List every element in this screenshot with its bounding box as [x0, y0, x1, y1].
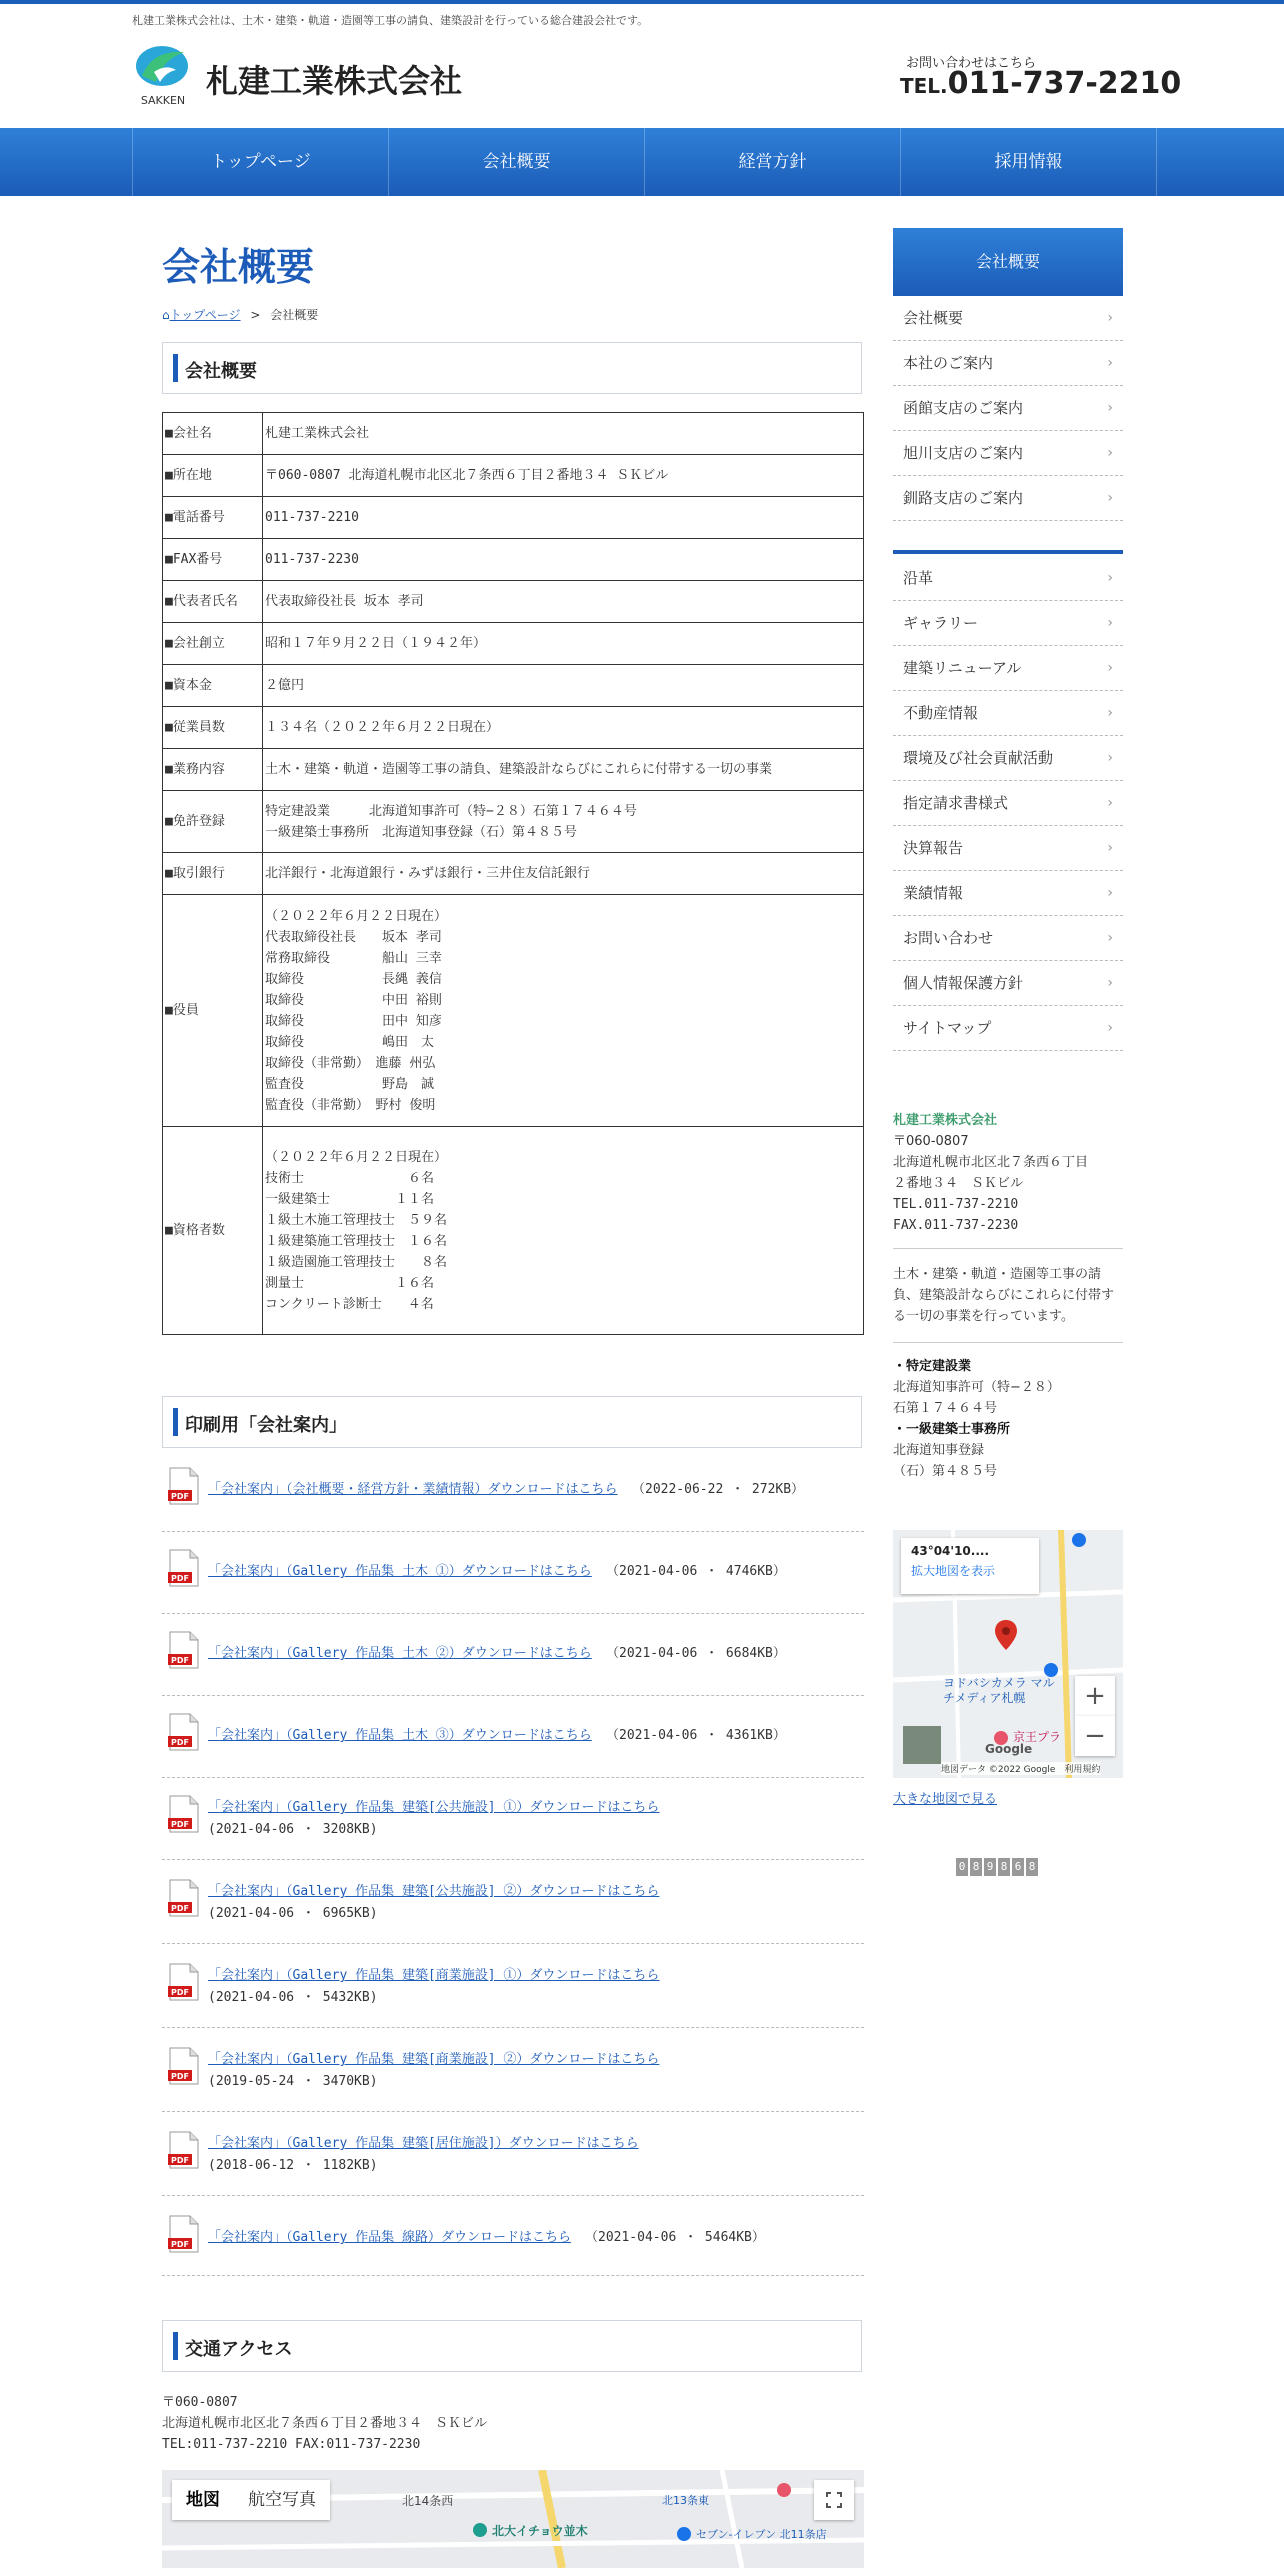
overview-value: 昭和１７年９月２２日（１９４２年）: [263, 623, 864, 665]
map-attribution: 地図データ ©2022 Google 利用規約: [941, 1762, 1100, 1775]
sidebar-rule: [893, 1248, 1123, 1249]
pdf-download-link[interactable]: 「会社案内」（Gallery 作品集 建築[公共施設] ①）ダウンロードはこちら: [208, 1800, 660, 1815]
map-tab-map[interactable]: 地図: [186, 2490, 220, 2510]
sidebar-item[interactable]: 函館支店のご案内 ›: [893, 386, 1123, 431]
visitor-counter: 0 8 9 8 6 8: [956, 1858, 1038, 1876]
pdf-download-item: [162, 2112, 864, 2196]
sidebar-item[interactable]: 指定請求書様式 ›: [893, 781, 1123, 826]
overview-key: ■役員: [163, 895, 263, 1127]
pdf-icon[interactable]: [166, 1794, 200, 1834]
overview-value: 特定建設業 北海道知事許可（特−２８）石第１７４６４号 一級建築士事務所 北海道知事登録（石）第４８５号: [263, 791, 864, 853]
home-icon: ⌂: [162, 308, 170, 322]
overview-row: [163, 497, 864, 539]
company-name[interactable]: 札建工業株式会社: [206, 62, 463, 100]
pdf-download-link[interactable]: 「会社案内」（Gallery 作品集 土木 ②）ダウンロードはこちら: [208, 1646, 592, 1661]
map-label: ヨドバシカメラ マルチメディア札幌: [943, 1676, 1055, 1705]
sidebar-item[interactable]: 建築リニューアル ›: [893, 646, 1123, 691]
site-tagline: 札建工業株式会社は、土木・建築・軌道・造園等工事の請負、建築設計を行っている総合建設会社です。: [132, 14, 649, 27]
pdf-download-item: [162, 1944, 864, 2028]
sidebar-item[interactable]: 環境及び社会貢献活動 ›: [893, 736, 1123, 781]
page-title: 会社概要: [162, 245, 315, 289]
pdf-meta: （2022-06-22 ・ 272KB）: [632, 1482, 805, 1497]
pdf-icon[interactable]: [166, 1466, 200, 1506]
print-heading: 印刷用「会社案内」: [162, 1396, 862, 1448]
overview-row: [163, 455, 864, 497]
pdf-icon[interactable]: [166, 1548, 200, 1588]
nav-item-policy[interactable]: 経営方針: [645, 128, 901, 196]
svg-text:PDF: PDF: [171, 1656, 189, 1665]
map-label: 北13条東: [662, 2494, 709, 2507]
map-label: 北14条西: [402, 2494, 454, 2508]
svg-text:PDF: PDF: [171, 2240, 189, 2249]
map-pin-icon[interactable]: [995, 1620, 1017, 1650]
pdf-download-item: [162, 2196, 864, 2276]
sidebar-divider: [893, 550, 1123, 554]
sidebar-map[interactable]: [893, 1530, 1123, 1778]
overview-key: ■代表者氏名: [163, 581, 263, 623]
company-logo[interactable]: [132, 42, 194, 108]
overview-value: （２０２２年６月２２日現在） 代表取締役社長 坂本 孝司 常務取締役 船山 三幸 取締役 長縄 義信 取締役 中田 裕則 取締役 田中 知彦 取締役 嶋田 太 取締役（非常勤） 進藤 州弘 監査役 野島 誠 監査役（非常勤） 野村 俊明: [263, 895, 864, 1127]
overview-row: [163, 581, 864, 623]
overview-key: ■会社創立: [163, 623, 263, 665]
pdf-icon[interactable]: [166, 1878, 200, 1918]
map-label: 京王プラ: [1013, 1730, 1062, 1744]
contact-label: お問い合わせはこちら: [906, 56, 1037, 71]
overview-key: ■所在地: [163, 455, 263, 497]
overview-key: ■従業員数: [163, 707, 263, 749]
sidebar-license: ・特定建設業 北海道知事許可（特−２８） 石第１７４６４号 ・一級建築士事務所 北海道知事登録 （石）第４８５号: [893, 1359, 1060, 1479]
sidebar-item[interactable]: 個人情報保護方針 ›: [893, 961, 1123, 1006]
map-tab-aerial[interactable]: 航空写真: [248, 2490, 316, 2510]
pdf-download-link[interactable]: 「会社案内」（Gallery 作品集 線路）ダウンロードはこちら: [208, 2230, 571, 2245]
breadcrumb-current: 会社概要: [270, 308, 319, 322]
sidebar-rule: [893, 1342, 1123, 1343]
svg-text:PDF: PDF: [171, 1820, 189, 1829]
access-map[interactable]: [162, 2470, 864, 2568]
pdf-download-link[interactable]: 「会社案内」（Gallery 作品集 建築[商業施設] ②）ダウンロードはこちら: [208, 2052, 660, 2067]
pdf-icon[interactable]: [166, 2214, 200, 2254]
overview-row: [163, 1127, 864, 1335]
pdf-download-item: [162, 1776, 864, 1860]
zoom-in-button[interactable]: +: [1075, 1676, 1115, 1716]
pdf-icon[interactable]: [166, 2046, 200, 2086]
map-label: 北大イチョウ並木: [492, 2524, 588, 2538]
overview-value: 〒060-0807 北海道札幌市北区北７条西６丁目２番地３４ ＳＫビル: [263, 455, 864, 497]
overview-row: [163, 707, 864, 749]
zoom-out-button[interactable]: −: [1075, 1716, 1115, 1756]
pdf-download-item: [162, 1860, 864, 1944]
pdf-icon[interactable]: [166, 2130, 200, 2170]
pdf-download-item: [162, 2028, 864, 2112]
pdf-meta: (2018-06-12 ・ 1182KB): [208, 2158, 378, 2173]
svg-text:PDF: PDF: [171, 2156, 189, 2165]
pdf-download-item: [162, 1448, 864, 1532]
overview-row: [163, 413, 864, 455]
nav-item-recruit[interactable]: 採用情報: [901, 128, 1157, 196]
overview-row: [163, 853, 864, 895]
overview-key: ■取引銀行: [163, 853, 263, 895]
sidebar-item[interactable]: 不動産情報 ›: [893, 691, 1123, 736]
pdf-download-link[interactable]: 「会社案内」（Gallery 作品集 土木 ③）ダウンロードはこちら: [208, 1728, 592, 1743]
pdf-meta: （2021-04-06 ・ 4746KB）: [606, 1564, 786, 1579]
sidebar-item[interactable]: 沿革 ›: [893, 556, 1123, 601]
overview-key: ■会社名: [163, 413, 263, 455]
pdf-meta: (2021-04-06 ・ 6965KB): [208, 1906, 378, 1921]
pdf-icon[interactable]: [166, 1962, 200, 2002]
nav-item-top[interactable]: トップページ: [133, 128, 389, 196]
sidebar-item[interactable]: お問い合わせ ›: [893, 916, 1123, 961]
header-phone[interactable]: TEL.011-737-2210: [900, 66, 1182, 101]
overview-value: １３４名（２０２２年６月２２日現在）: [263, 707, 864, 749]
pdf-download-item: [162, 1530, 864, 1614]
top-accent-bar: [0, 0, 1284, 4]
overview-key: ■資格者数: [163, 1127, 263, 1335]
sidebar-item[interactable]: 本社のご案内 ›: [893, 341, 1123, 386]
access-heading: 交通アクセス: [162, 2320, 862, 2372]
sidebar-item[interactable]: 釧路支店のご案内 ›: [893, 476, 1123, 521]
overview-value: 011-737-2230: [263, 539, 864, 581]
overview-value: ２億円: [263, 665, 864, 707]
pdf-download-link[interactable]: 「会社案内」（Gallery 作品集 土木 ①）ダウンロードはこちら: [208, 1564, 592, 1579]
svg-text:PDF: PDF: [171, 1492, 189, 1501]
fullscreen-button[interactable]: [814, 2480, 854, 2520]
pdf-meta: (2021-04-06 ・ 5432KB): [208, 1990, 378, 2005]
overview-key: ■資本金: [163, 665, 263, 707]
pdf-icon[interactable]: [166, 1712, 200, 1752]
sidebar-item[interactable]: 決算報告 ›: [893, 826, 1123, 871]
overview-key: ■免許登録: [163, 791, 263, 853]
overview-heading: 会社概要: [162, 342, 862, 394]
sidebar-heading[interactable]: 会社概要: [893, 228, 1123, 296]
pdf-meta: (2019-05-24 ・ 3470KB): [208, 2074, 378, 2089]
google-logo: Google: [985, 1742, 1033, 1756]
overview-table: [162, 412, 864, 1335]
pdf-download-item: [162, 1694, 864, 1778]
overview-value: 代表取締役社長 坂本 孝司: [263, 581, 864, 623]
pdf-meta: （2021-04-06 ・ 5464KB）: [585, 2230, 765, 2245]
sidebar-menu-secondary: [893, 556, 1123, 1051]
map-type-tabs: [172, 2480, 330, 2520]
overview-row: [163, 539, 864, 581]
pdf-download-link[interactable]: 「会社案内」（Gallery 作品集 建築[居住施設]）ダウンロードはこちら: [208, 2136, 639, 2151]
svg-text:PDF: PDF: [171, 1738, 189, 1747]
nav-item-company[interactable]: 会社概要: [389, 128, 645, 196]
overview-value: 北洋銀行・北海道銀行・みずほ銀行・三井住友信託銀行: [263, 853, 864, 895]
access-address: 〒060-0807 北海道札幌市北区北７条西６丁目２番地３４ ＳＫビル TEL:011-737-2210 FAX:011-737-2230: [162, 2395, 488, 2452]
sidebar-item[interactable]: ギャラリー ›: [893, 601, 1123, 646]
overview-key: ■電話番号: [163, 497, 263, 539]
sidebar-item[interactable]: 業績情報 ›: [893, 871, 1123, 916]
svg-text:PDF: PDF: [171, 1988, 189, 1997]
pdf-download-link[interactable]: 「会社案内」（Gallery 作品集 建築[商業施設] ①）ダウンロードはこちら: [208, 1968, 660, 1983]
pdf-download-item: [162, 1612, 864, 1696]
pdf-download-link[interactable]: 「会社案内」（会社概要・経営方針・業績情報）ダウンロードはこちら: [208, 1482, 618, 1497]
svg-text:PDF: PDF: [171, 1574, 189, 1583]
pdf-icon[interactable]: [166, 1630, 200, 1670]
pdf-meta: （2021-04-06 ・ 6684KB）: [606, 1646, 786, 1661]
overview-row: [163, 895, 864, 1127]
enlarge-map-link[interactable]: 拡大地図を表示: [911, 1564, 996, 1578]
overview-key: ■業務内容: [163, 749, 263, 791]
pdf-download-link[interactable]: 「会社案内」（Gallery 作品集 建築[公共施設] ②）ダウンロードはこちら: [208, 1884, 660, 1899]
overview-value: 札建工業株式会社: [263, 413, 864, 455]
sidebar-description: 土木・建築・軌道・造園等工事の請負、建築設計ならびにこれらに付帯する一切の事業を行っています。: [893, 1267, 1115, 1324]
overview-row: [163, 665, 864, 707]
map-label: セブン-イレブン 北11条店: [696, 2528, 827, 2541]
fullscreen-icon: [814, 2480, 854, 2520]
overview-row: [163, 749, 864, 791]
sidebar-item[interactable]: サイトマップ ›: [893, 1006, 1123, 1051]
sidebar-item[interactable]: 旭川支店のご案内 ›: [893, 431, 1123, 476]
sidebar-menu-primary: [893, 296, 1123, 521]
overview-row: [163, 791, 864, 853]
breadcrumb-home-link[interactable]: トップページ: [169, 308, 241, 322]
map-info-card: 43°04'10.... 拡大地図を表示: [901, 1538, 1039, 1594]
pdf-meta: （2021-04-06 ・ 4361KB）: [606, 1728, 786, 1743]
svg-text:SAKKEN: SAKKEN: [140, 94, 186, 107]
overview-row: [163, 623, 864, 665]
sidebar-item[interactable]: 会社概要 ›: [893, 296, 1123, 341]
global-nav: [0, 128, 1284, 196]
overview-value: 011-737-2210: [263, 497, 864, 539]
svg-text:PDF: PDF: [171, 2072, 189, 2081]
svg-text:PDF: PDF: [171, 1904, 189, 1913]
pdf-meta: (2021-04-06 ・ 3208KB): [208, 1822, 378, 1837]
breadcrumb: ⌂トップページ > 会社概要: [162, 308, 319, 322]
overview-value: （２０２２年６月２２日現在） 技術士 ６名 一級建築士 １１名 １級土木施工管理技士 ５９名 １級建築施工管理技士 １６名 １級造園施工管理技士 ８名 測量士 １６名 コンクリート診断士 ４名: [263, 1127, 864, 1335]
large-map-link[interactable]: 大きな地図で見る: [893, 1792, 998, 1807]
sidebar-company-info: 札建工業株式会社 〒060-0807 北海道札幌市北区北７条西６丁目 ２番地３４ ＳＫビル TEL.011-737-2210 FAX.011-737-2230: [893, 1113, 1089, 1233]
overview-key: ■FAX番号: [163, 539, 263, 581]
overview-value: 土木・建築・軌道・造園等工事の請負、建築設計ならびにこれらに付帯する一切の事業: [263, 749, 864, 791]
